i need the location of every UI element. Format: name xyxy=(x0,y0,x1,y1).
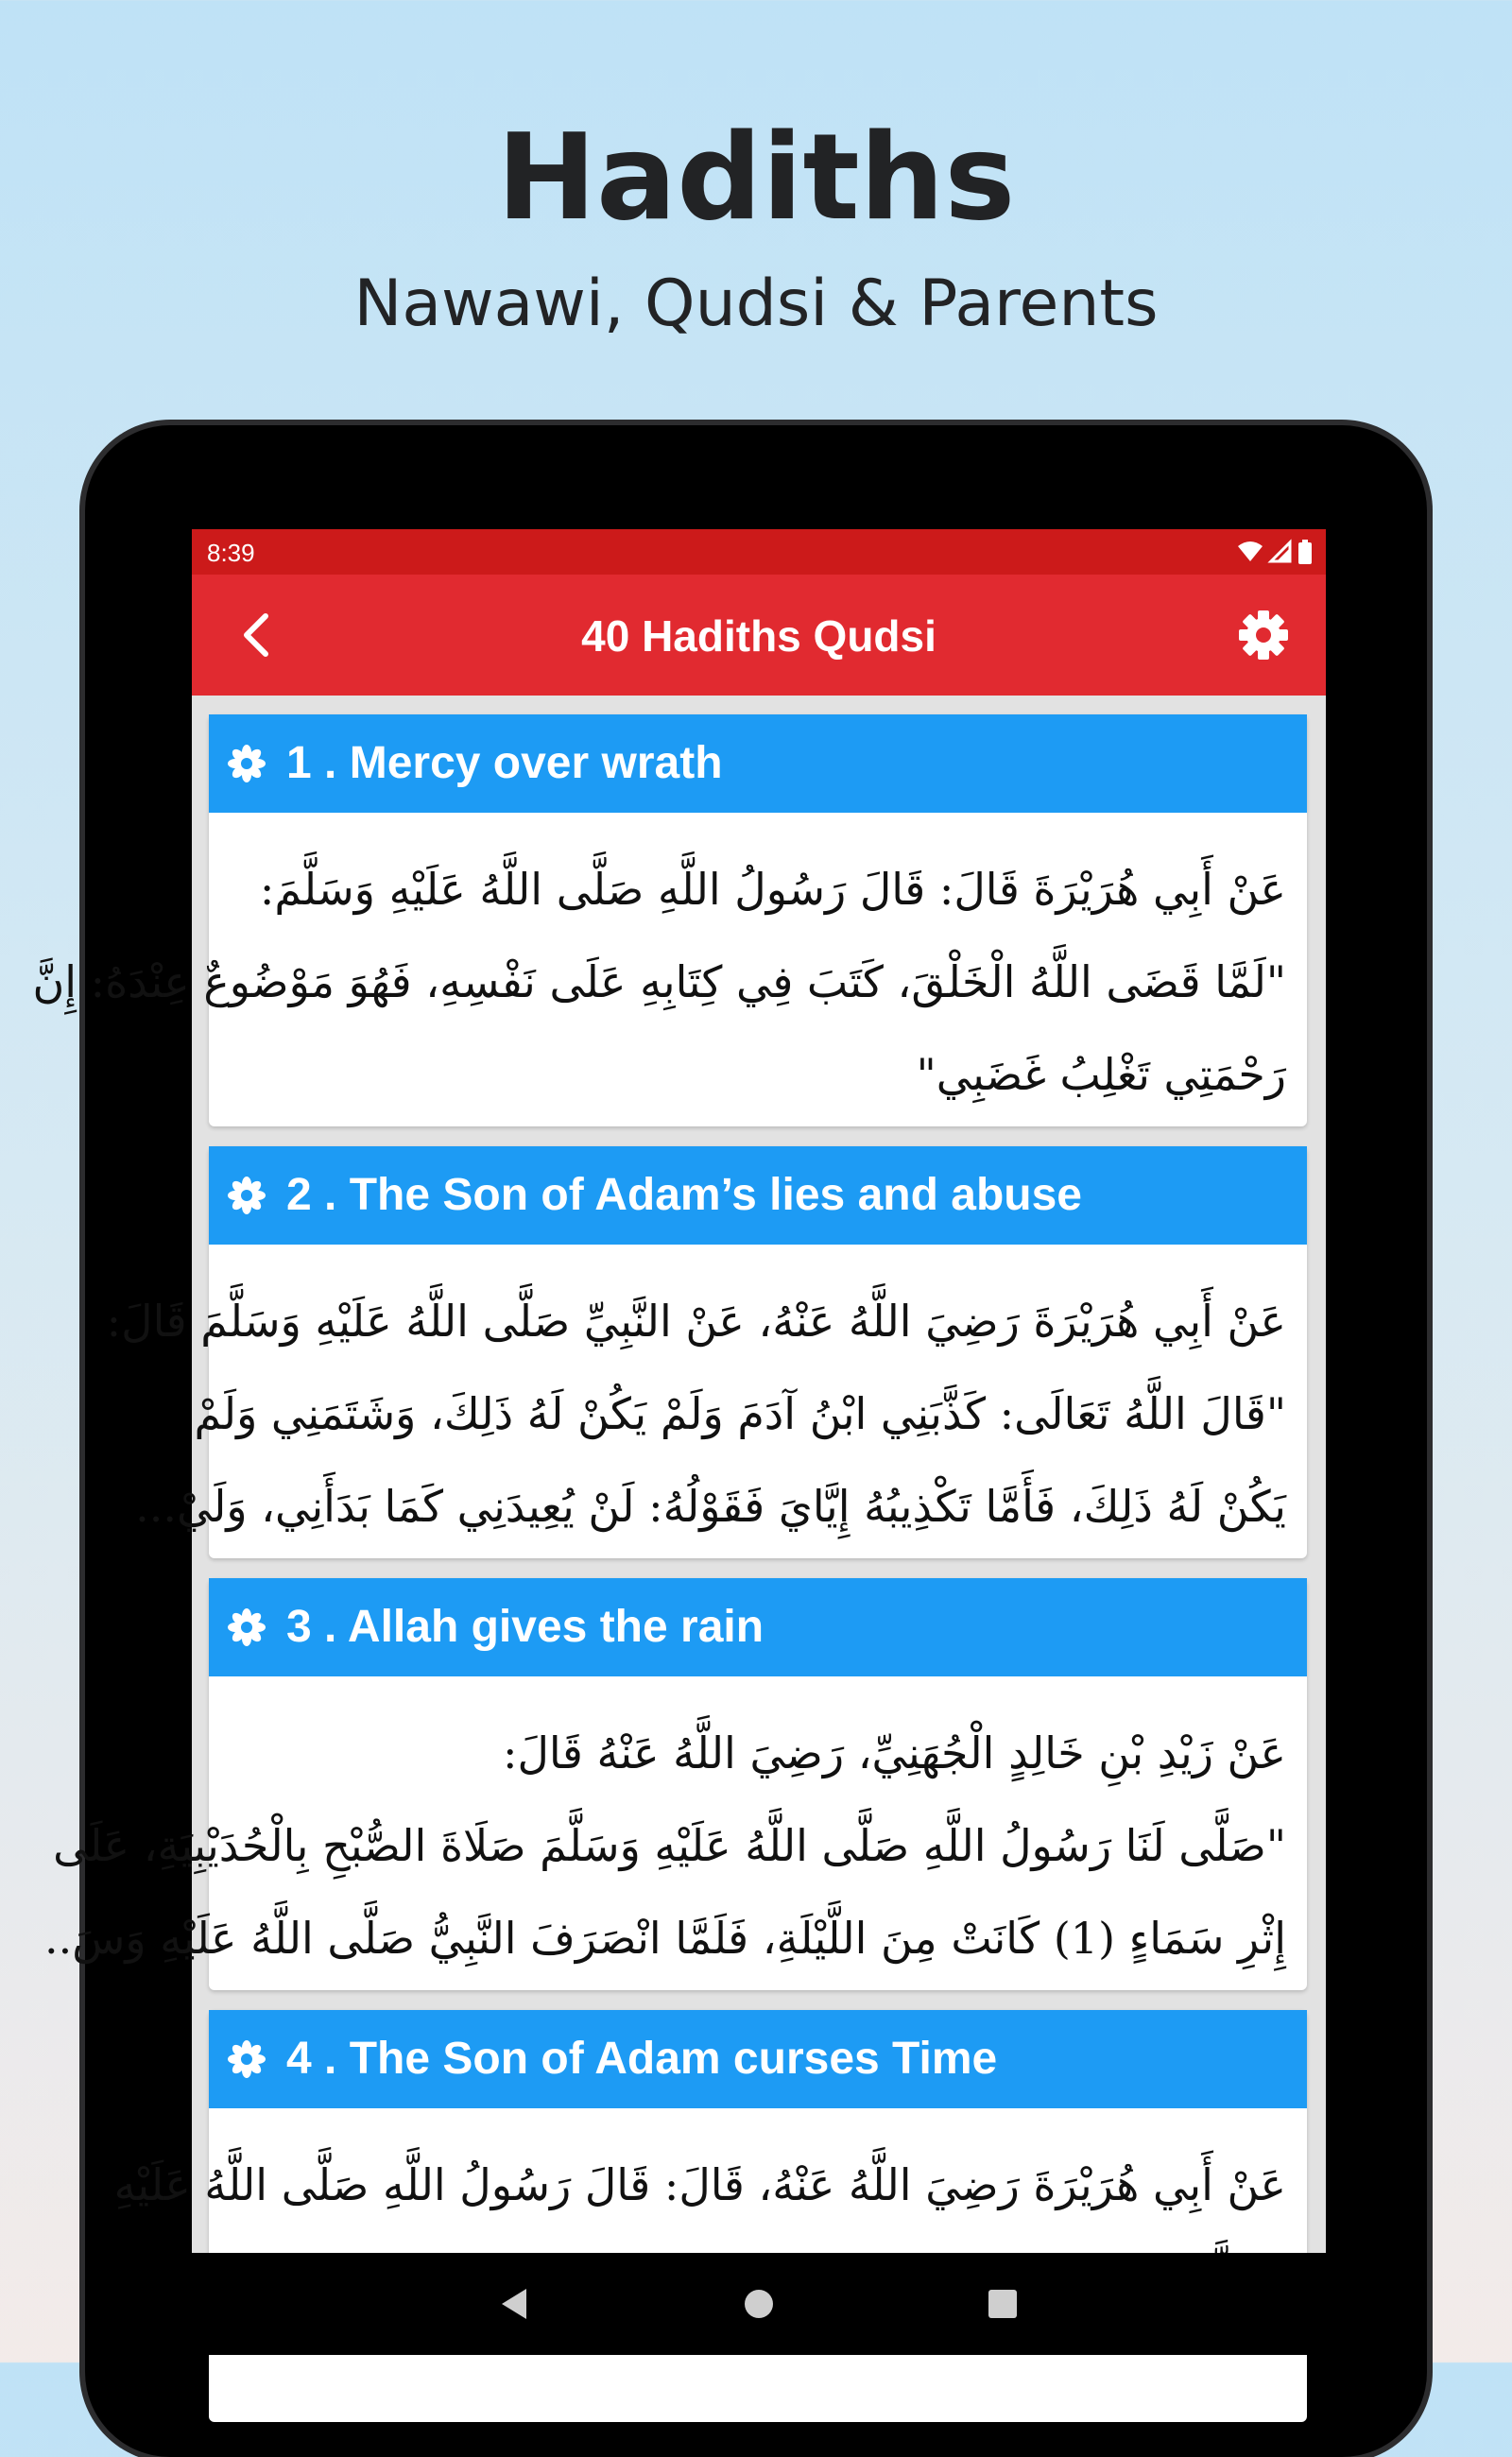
hadith-line: عَنْ أَبِي هُرَيْرَةَ رَضِيَ اللَّهُ عَنْهُ، قَالَ: قَالَ رَسُولُ اللَّهِ صَلَّى اللَّهُ عَلَيْهِ xyxy=(113,2159,1286,2210)
hadith-card[interactable] xyxy=(44,1578,1307,1990)
hadith-title: 3 . Allah gives the rain xyxy=(286,1602,765,1652)
hadith-title: 2 . The Son of Adam’s lies and abuse xyxy=(286,1170,1082,1220)
hadith-line: عَنْ أَبِي هُرَيْرَةَ قَالَ: قَالَ رَسُولُ اللَّهِ صَلَّى اللَّهُ عَلَيْهِ وَسَلَّمَ: xyxy=(259,864,1286,915)
hadith-title: 1 . Mercy over wrath xyxy=(286,738,723,788)
app-bar xyxy=(192,575,1326,696)
hadith-card[interactable] xyxy=(106,1146,1307,1558)
battery-icon xyxy=(1297,540,1313,564)
system-nav-bar xyxy=(192,2253,1326,2355)
flower-icon xyxy=(228,1608,266,1646)
back-triangle-icon[interactable] xyxy=(492,2281,538,2327)
hadith-card[interactable] xyxy=(32,714,1307,1126)
wifi-icon xyxy=(1237,541,1263,563)
home-circle-icon[interactable] xyxy=(736,2281,782,2327)
promo-title: Hadiths xyxy=(496,108,1016,247)
hadith-line: "صَلَّى لَنَا رَسُولُ اللَّهِ صَلَّى اللَّهُ عَلَيْهِ وَسَلَّمَ صَلَاةَ الصُّبْحِ بِالْحُدَيْبِيَةِ، عَلَى xyxy=(53,1820,1286,1871)
flower-icon xyxy=(228,1177,266,1214)
hadith-text xyxy=(32,843,1286,1117)
hadith-card-header xyxy=(209,2010,1307,2108)
hadith-list xyxy=(32,714,1307,2442)
hadith-card-header xyxy=(209,714,1307,813)
flower-icon xyxy=(228,745,266,782)
app-title: 40 Hadiths Qudsi xyxy=(581,611,936,661)
promo-subtitle: Nawawi, Qudsi & Parents xyxy=(353,266,1159,341)
hadith-line: يَكُنْ لَهُ ذَلِكَ، فَأَمَّا تَكْذِيبُهُ إِيَّايَ فَقَوْلُهُ: لَنْ يُعِيدَنِي كَمَا بَدَأَنِي، وَلَيْ... xyxy=(135,1481,1286,1532)
status-bar xyxy=(192,529,1326,575)
hadith-text xyxy=(44,1707,1286,1981)
hadith-title: 4 . The Son of Adam curses Time xyxy=(286,2034,998,2084)
recents-square-icon[interactable] xyxy=(980,2281,1025,2327)
hadith-line: رَحْمَتِي تَغْلِبُ غَضَبِي" xyxy=(916,1049,1286,1100)
hadith-line: "قَالَ اللَّهُ تَعَالَى: كَذَّبَنِي ابْنُ آدَمَ وَلَمْ يَكُنْ لَهُ ذَلِكَ، وَشَتَمَنِي وَلَمْ xyxy=(194,1388,1286,1439)
app-screen xyxy=(32,529,1326,2253)
gear-icon[interactable] xyxy=(1237,609,1290,662)
signal-icon xyxy=(1269,541,1292,563)
hadith-card-header xyxy=(209,1146,1307,1245)
status-time: 8:39 xyxy=(207,539,255,567)
hadith-card[interactable] xyxy=(113,2010,1307,2422)
hadith-text xyxy=(106,1275,1286,1549)
hadith-line: عَنْ أَبِي هُرَيْرَةَ رَضِيَ اللَّهُ عَنْهُ، عَنْ النَّبِيِّ صَلَّى اللَّهُ عَلَيْهِ وَسَلَّمَ قَالَ: xyxy=(106,1296,1286,1347)
hadith-line: إِثْرِ سَمَاءٍ (1) كَانَتْ مِنَ اللَّيْلَةِ، فَلَمَّا انْصَرَفَ النَّبِيُّ صَلَّى اللَّهُ عَلَيْهِ وَسَ.. xyxy=(44,1913,1286,1964)
flower-icon xyxy=(228,2040,266,2078)
hadith-line: عَنْ زَيْدِ بْنِ خَالِدٍ الْجُهَنِيِّ، رَضِيَ اللَّهُ عَنْهُ قَالَ: xyxy=(502,1727,1286,1778)
hadith-line: "لَمَّا قَضَى اللَّهُ الْخَلْقَ، كَتَبَ فِي كِتَابِهِ عَلَى نَفْسِهِ، فَهُوَ مَوْضُوعٌ عِنْدَهُ: إِنَّ xyxy=(32,956,1286,1007)
hadith-card-header xyxy=(209,1578,1307,1676)
